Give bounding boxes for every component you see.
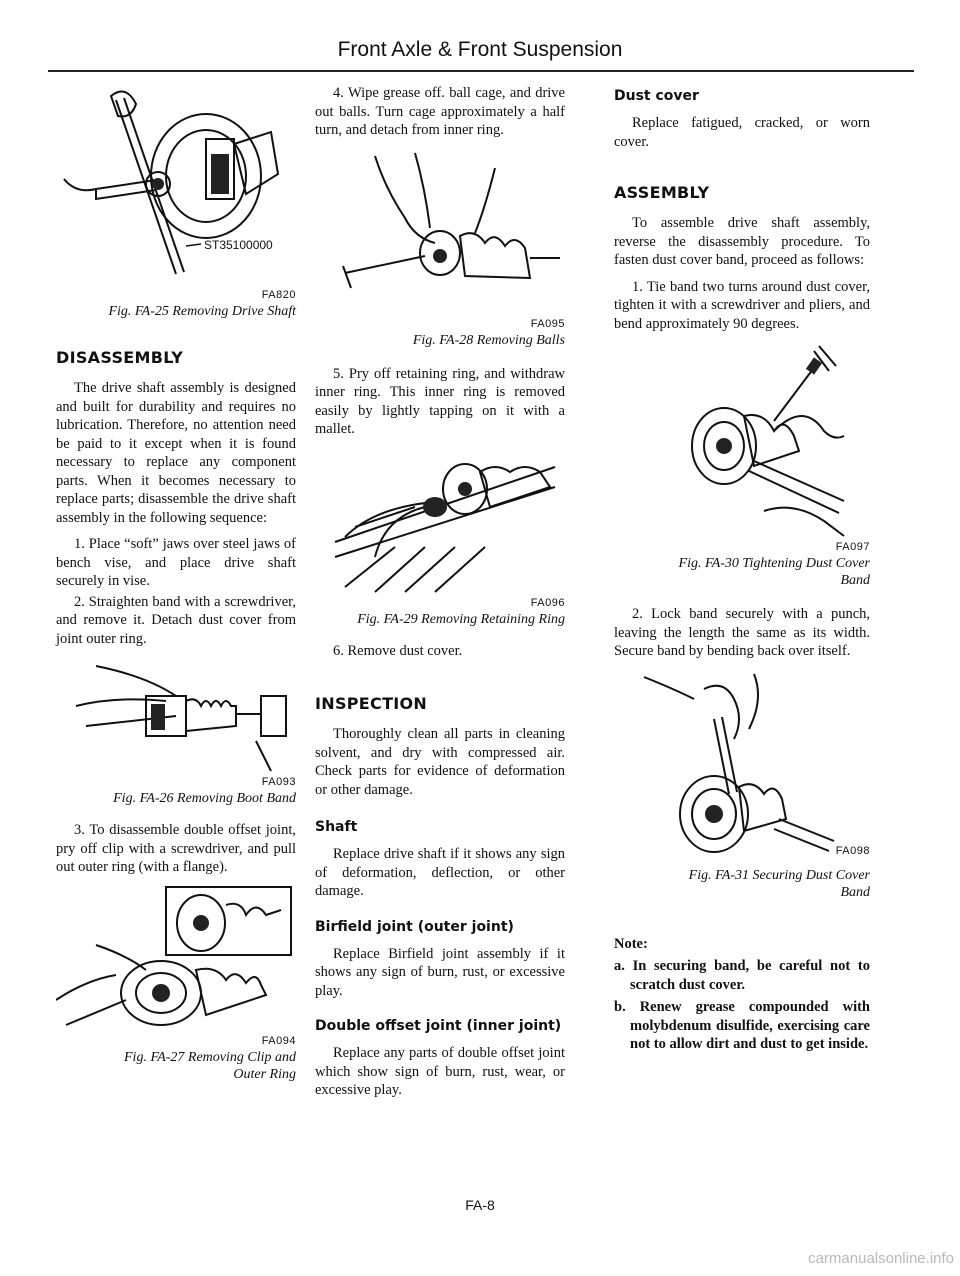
drive-shaft-removal-illustration	[56, 84, 296, 289]
note-item-a: a. In securing band, be careful not to scratch dust cover.	[614, 958, 870, 993]
figure-code: FA820	[261, 289, 296, 301]
figure-fa-25	[56, 84, 296, 289]
assembly-step-1: 1. Tie band two turns around dust cover, tighten it with a screwdriver and pliers, and bend approximately 90 degrees.	[614, 278, 870, 332]
step-2: 2. Straighten band with a screwdriver, and remove it. Detach dust cover from joint outer ring.	[56, 593, 296, 647]
figure-code: FA093	[261, 776, 296, 788]
note-item-b: b. Renew grease compounded with molybdenum disulfide, exercising care not to allow dirt and dust to get inside.	[614, 999, 870, 1052]
ball-removal-illustration	[315, 148, 565, 318]
watermark: carmanualsonline.info	[808, 1250, 954, 1267]
step-4: 4. Wipe grease off. ball cage, and drive out balls. Turn cage approximately a half turn, and detach from inner ring.	[315, 85, 565, 138]
assembly-paragraph: To assemble drive shaft assembly, reverse the disassembly procedure. To fasten dust cover band, proceed as follows:	[614, 215, 870, 268]
figure-fa-30	[614, 341, 870, 541]
figure-fa-28	[315, 148, 565, 318]
section-heading-assembly: ASSEMBLY	[614, 183, 710, 202]
figure-code: FA096	[530, 596, 565, 609]
step-3: 3. To disassemble double offset joint, pry off clip with a screwdriver, and pull out outer ring (with a flange).	[56, 822, 296, 875]
caption-line: Outer Ring	[233, 1066, 296, 1082]
figure-caption	[614, 555, 870, 589]
step-1: 1. Place “soft” jaws over steel jaws of bench vise, and place drive shaft securely in vise.	[56, 536, 296, 589]
page-number: FA-8	[465, 1197, 495, 1213]
step-6: 6. Remove dust cover.	[333, 642, 463, 659]
column-middle	[315, 84, 565, 1108]
inspection-paragraph: Thoroughly clean all parts in cleaning solvent, and dry with compressed air. Check parts for evidence of deformation or other damage.	[315, 726, 565, 798]
subheading-dust-cover: Dust cover	[614, 88, 699, 104]
section-heading-disassembly: DISASSEMBLY	[56, 348, 184, 367]
clip-outer-ring-illustration	[56, 885, 296, 1035]
figure-caption: Fig. FA-29 Removing Retaining Ring	[357, 611, 565, 627]
caption-line: Fig. FA-31 Securing Dust Cover	[688, 867, 870, 883]
securing-dust-cover-illustration	[614, 669, 870, 859]
double-offset-paragraph: Replace any parts of double offset joint which show sign of burn, rust, wear, or excessive play.	[315, 1045, 565, 1098]
figure-fa-31	[614, 669, 870, 859]
figure-caption	[614, 867, 870, 901]
figure-fa-26	[56, 656, 296, 776]
figure-fa-29	[315, 447, 565, 597]
subheading-birfield-joint: Birfield joint (outer joint)	[315, 918, 514, 935]
tool-number-label: ST35100000	[204, 238, 273, 252]
figure-caption	[56, 1049, 296, 1083]
caption-line: Band	[840, 573, 870, 588]
figure-code: FA094	[261, 1034, 296, 1047]
subheading-double-offset-joint: Double offset joint (inner joint)	[315, 1018, 562, 1034]
figure-caption: Fig. FA-28 Removing Balls	[412, 332, 565, 348]
shaft-paragraph: Replace drive shaft if it shows any sign of deformation, deflection, or other damage.	[315, 846, 565, 899]
disassembly-paragraph: The drive shaft assembly is designed and built for durability and requires no lubrication. Therefore, no attention need be paid to it except when it is found necessary to replace any component parts. When it becomes necessary to replace parts; disassemble the drive shaft assembly in the following sequence:	[56, 380, 296, 526]
caption-line: Band	[840, 884, 870, 900]
dust-cover-paragraph: Replace fatigued, cracked, or worn cover.	[614, 115, 870, 150]
note-block	[614, 935, 870, 1054]
figure-code: FA097	[835, 541, 870, 553]
assembly-step-2: 2. Lock band securely with a punch, leaving the length the same as its width. Secure band by bending back over itself.	[614, 606, 870, 659]
section-heading-inspection: INSPECTION	[315, 694, 428, 713]
boot-band-removal-illustration	[56, 656, 296, 776]
column-left	[56, 84, 296, 1083]
note-title: Note:	[614, 935, 648, 952]
tightening-dust-cover-illustration	[614, 341, 870, 541]
page-header-title: Front Axle & Front Suspension	[337, 38, 623, 61]
caption-line: Fig. FA-27 Removing Clip and	[124, 1049, 296, 1065]
figure-code: FA098	[835, 844, 870, 857]
figure-code: FA095	[530, 317, 565, 330]
header-rule	[48, 70, 914, 72]
step-5: 5. Pry off retaining ring, and withdraw inner ring. This inner ring is removed easily by lightly tapping on it with a mallet.	[315, 365, 565, 437]
retaining-ring-removal-illustration	[315, 447, 565, 597]
subheading-shaft: Shaft	[315, 819, 358, 835]
figure-caption: Fig. FA-25 Removing Drive Shaft	[108, 304, 296, 319]
column-right	[614, 84, 870, 1058]
figure-fa-27	[56, 885, 296, 1035]
birfield-paragraph: Replace Birfield joint assembly if it shows any sign of burn, rust, or excessive play.	[315, 945, 565, 999]
figure-caption: Fig. FA-26 Removing Boot Band	[113, 791, 296, 806]
caption-line: Fig. FA-30 Tightening Dust Cover	[678, 556, 870, 571]
